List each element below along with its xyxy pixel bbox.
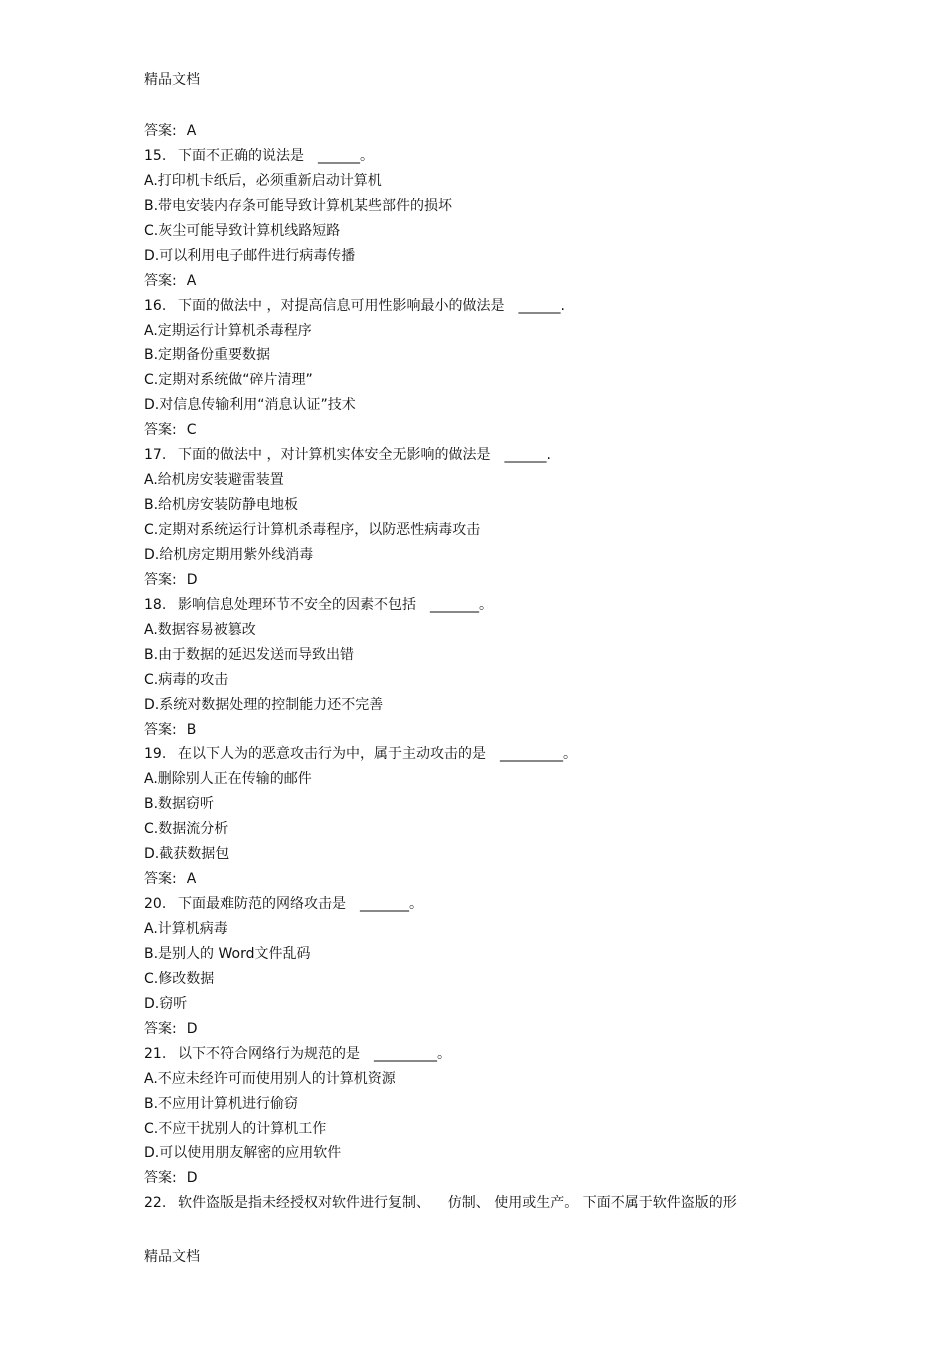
answer-blank: ______.: [518, 297, 565, 314]
question-text: 以下不符合网络行为规范的是: [178, 1045, 360, 1062]
option-item: A.打印机卡纸后，必须重新启动计算机: [144, 172, 382, 189]
answer-line: [144, 718, 824, 743]
option-item: D.对信息传输利用“消息认证”技术: [144, 397, 356, 414]
question-text: 下面的做法中 ，对提高信息可用性影响最小的做法是: [178, 297, 505, 314]
question-text: 下面最难防范的网络攻击是: [178, 896, 346, 913]
answer-value: A: [186, 123, 197, 139]
option-item: C.定期对系统做“碎片清理”: [144, 372, 313, 389]
question-15: [144, 144, 824, 169]
option-item: B.数据窃听: [144, 796, 215, 813]
question-number: 15.: [144, 147, 167, 164]
question-number: 17.: [144, 447, 167, 464]
answer-line: [144, 269, 824, 294]
option-item: D.可以利用电子邮件进行病毒传播: [144, 247, 356, 264]
question-number: 22.: [144, 1195, 167, 1212]
answer-value: C: [186, 422, 197, 439]
question-22: [144, 1191, 824, 1216]
answer-blank: ______。: [318, 147, 374, 164]
question-list: [144, 119, 824, 1216]
answer-line: [144, 1017, 824, 1042]
option-item: B.给机房安装防静电地板: [144, 497, 299, 514]
option-item: C.修改数据: [144, 970, 215, 987]
answer-line: [144, 119, 824, 144]
answer-line: [144, 418, 824, 443]
option-item: A.定期运行计算机杀毒程序: [144, 322, 312, 339]
option-item: B.定期备份重要数据: [144, 347, 271, 364]
option-item: D.系统对数据处理的控制能力还不完善: [144, 696, 384, 713]
question-18: [144, 593, 824, 618]
option-item: B.是别人的 Word文件乱码: [144, 945, 311, 962]
answer-label: 答案:: [144, 272, 177, 289]
answer-value: A: [186, 272, 197, 289]
question-19: [144, 742, 824, 767]
option-item: D.可以使用朋友解密的应用软件: [144, 1145, 342, 1162]
page-footer: 精品文档: [144, 1249, 200, 1265]
question-20: [144, 892, 824, 917]
option-item: C.数据流分析: [144, 821, 229, 838]
answer-label: 答案:: [144, 871, 177, 888]
answer-label: 答案:: [144, 571, 177, 588]
option-item: C.定期对系统运行计算机杀毒程序，以防恶性病毒攻击: [144, 522, 481, 538]
option-item: C.病毒的攻击: [144, 671, 229, 688]
answer-line: [144, 867, 824, 892]
answer-value: D: [186, 1020, 198, 1037]
option-item: A.删除别人正在传输的邮件: [144, 771, 312, 788]
answer-label: 答案:: [144, 721, 177, 738]
option-item: C.灰尘可能导致计算机线路短路: [144, 222, 341, 239]
option-item: C.不应干扰别人的计算机工作: [144, 1120, 327, 1137]
option-item: D.窃听: [144, 995, 188, 1012]
question-text: 在以下人为的恶意攻击行为中，属于主动攻击的是: [178, 746, 486, 763]
question-text: 下面的做法中 ，对计算机实体安全无影响的做法是: [178, 447, 491, 464]
option-item: D.截获数据包: [144, 846, 230, 863]
answer-blank: ______.: [504, 447, 551, 464]
answer-blank: _______。: [360, 896, 423, 913]
question-text: 下面不正确的说法是: [178, 147, 304, 164]
option-item: A.计算机病毒: [144, 921, 228, 937]
option-item: A.给机房安装避雷装置: [144, 472, 284, 489]
answer-blank: _________。: [500, 746, 577, 763]
option-item: B.带电安装内存条可能导致计算机某些部件的损坏: [144, 197, 453, 214]
question-text: 影响信息处理环节不安全的因素不包括: [178, 596, 416, 613]
answer-label: 答案:: [144, 1170, 177, 1187]
question-number: 21.: [144, 1045, 167, 1062]
question-text: 软件盗版是指未经授权对软件进行复制、 仿制、 使用或生产。 下面不属于软件盗版的形: [178, 1195, 737, 1212]
question-number: 18.: [144, 596, 167, 613]
question-21: [144, 1042, 824, 1067]
option-item: B.由于数据的延迟发送而导致出错: [144, 646, 355, 663]
answer-line: [144, 568, 824, 593]
answer-label: 答案:: [144, 1020, 177, 1037]
answer-blank: _______。: [430, 596, 493, 613]
option-item: D.给机房定期用紫外线消毒: [144, 546, 314, 563]
answer-value: D: [186, 1170, 198, 1187]
answer-line: [144, 1166, 824, 1191]
question-17: [144, 443, 824, 468]
answer-value: D: [186, 571, 198, 588]
option-item: B.不应用计算机进行偷窃: [144, 1095, 299, 1112]
answer-label: 答案:: [144, 123, 177, 139]
question-number: 19.: [144, 746, 167, 763]
answer-blank: _________。: [374, 1045, 451, 1062]
page-header: 精品文档: [144, 72, 200, 88]
answer-value: B: [186, 721, 197, 738]
question-number: 20.: [144, 896, 167, 913]
answer-label: 答案:: [144, 422, 177, 439]
option-item: A.不应未经许可而使用别人的计算机资源: [144, 1070, 396, 1087]
question-16: [144, 294, 824, 319]
answer-value: A: [186, 871, 197, 888]
question-number: 16.: [144, 297, 167, 314]
option-item: A.数据容易被篡改: [144, 621, 256, 638]
